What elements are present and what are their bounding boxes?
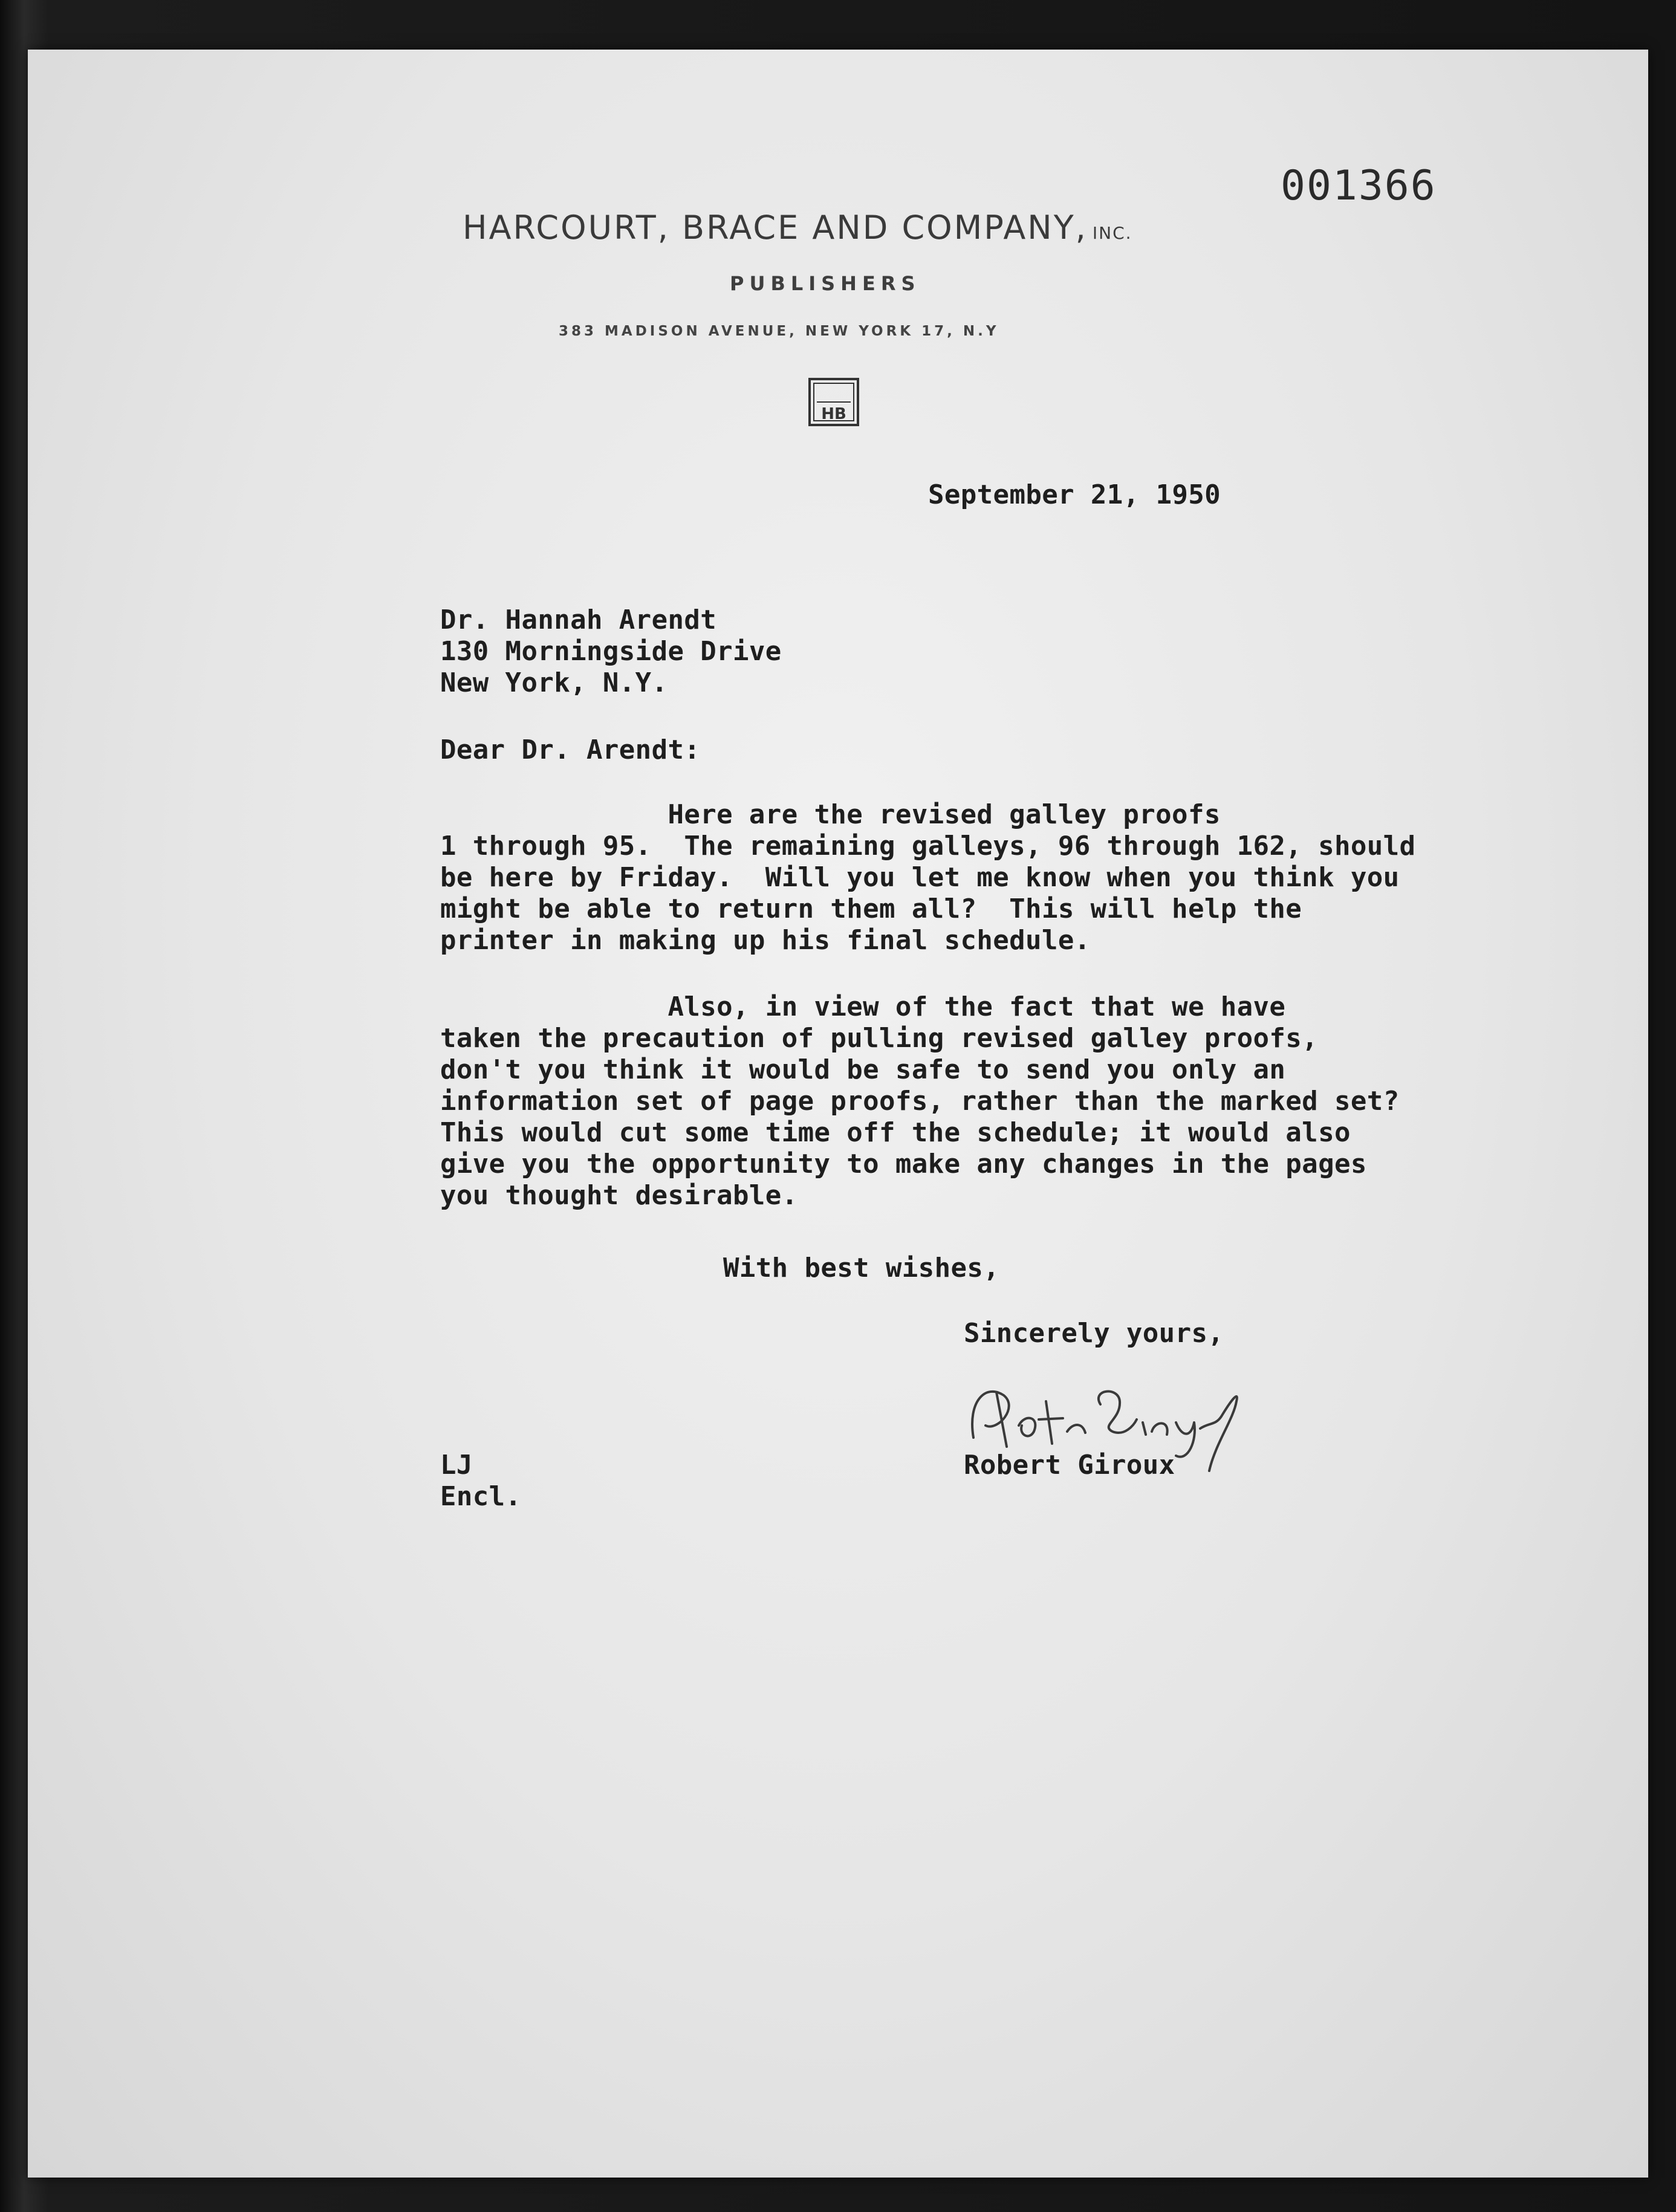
paragraph-1-line: be here by Friday. Will you let me know when you think you <box>440 862 1400 893</box>
archive-serial-number: 001366 <box>1281 162 1437 210</box>
salutation: Dear Dr. Arendt: <box>440 735 701 765</box>
letterhead-subtitle: PUBLISHERS <box>730 272 921 295</box>
letterhead-company-suffix: INC. <box>1092 223 1132 243</box>
closing: With best wishes, <box>723 1253 1000 1283</box>
paragraph-1-line: Here are the revised galley proofs <box>440 799 1221 830</box>
paragraph-2-line: taken the precaution of pulling revised galley proofs, <box>440 1023 1319 1054</box>
paragraph-2-line: give you the opportunity to make any changes in the pages <box>440 1149 1367 1179</box>
logo-lettering: HB <box>821 405 846 423</box>
recipient-street: 130 Morningside Drive <box>440 636 782 667</box>
signer-name: Robert Giroux <box>964 1450 1175 1481</box>
recipient-city: New York, N.Y. <box>440 667 668 698</box>
typist-initials: LJ <box>440 1450 473 1481</box>
paragraph-2-line: This would cut some time off the schedule; it would also <box>440 1117 1351 1148</box>
paragraph-2-line: don't you think it would be safe to send you only an <box>440 1054 1286 1085</box>
paragraph-1-line: printer in making up his final schedule. <box>440 925 1091 956</box>
letterhead-company <box>463 209 1132 247</box>
enclosure-note: Encl. <box>440 1481 522 1512</box>
paragraph-2-line: Also, in view of the fact that we have <box>440 991 1286 1022</box>
letter-date: September 21, 1950 <box>928 479 1221 510</box>
letterhead-company-name: HARCOURT, BRACE AND COMPANY, <box>463 209 1088 247</box>
recipient-name: Dr. Hannah Arendt <box>440 605 717 635</box>
letterhead-address: 383 MADISON AVENUE, NEW YORK 17, N.Y <box>559 323 999 339</box>
valediction: Sincerely yours, <box>964 1318 1224 1349</box>
publisher-logo-icon <box>808 378 859 426</box>
paragraph-2-line: information set of page proofs, rather than the marked set? <box>440 1086 1400 1117</box>
paragraph-1-line: might be able to return them all? This will help the <box>440 894 1302 924</box>
paragraph-1-line: 1 through 95. The remaining galleys, 96 through 162, should <box>440 831 1416 861</box>
paragraph-2-line: you thought desirable. <box>440 1180 798 1211</box>
